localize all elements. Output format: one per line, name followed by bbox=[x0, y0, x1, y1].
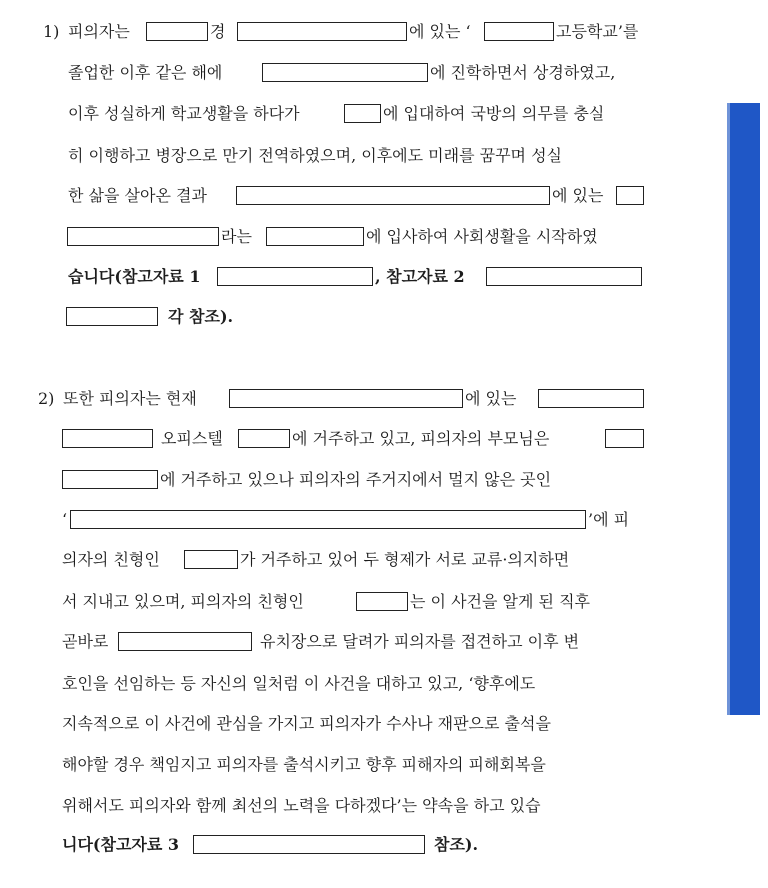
redacted-box bbox=[237, 22, 407, 41]
p2-text: 니다(참고자료 3 bbox=[62, 835, 180, 854]
redacted-box bbox=[356, 592, 408, 611]
redacted-box bbox=[217, 267, 373, 286]
p2-text: 는 이 사건을 알게 된 직후 bbox=[410, 592, 590, 611]
p1-text: 고등학교’를 bbox=[556, 22, 639, 41]
p2-text: ‘ bbox=[62, 510, 68, 529]
p1-text: 경 bbox=[210, 22, 226, 41]
p1-text: 에 입대하여 국방의 의무를 충실 bbox=[383, 104, 605, 123]
p1-text: 습니다(참고자료 1 bbox=[68, 267, 201, 286]
blue-tab-bar bbox=[730, 103, 760, 715]
p2-text: 호인을 선임하는 등 자신의 일처럼 이 사건을 대하고 있고, ‘향후에도 bbox=[62, 674, 536, 693]
redacted-box bbox=[605, 429, 644, 448]
redacted-box bbox=[486, 267, 642, 286]
p2-text: 서 지내고 있으며, 피의자의 친형인 bbox=[62, 592, 304, 611]
p2-text: 위해서도 피의자와 함께 최선의 노력을 다하겠다’는 약속을 하고 있습 bbox=[62, 796, 541, 815]
redacted-box bbox=[146, 22, 208, 41]
redacted-box bbox=[616, 186, 644, 205]
p1-text: 라는 bbox=[221, 227, 252, 246]
p2-text: 지속적으로 이 사건에 관심을 가지고 피의자가 수사나 재판으로 출석을 bbox=[62, 714, 551, 733]
redacted-box bbox=[62, 470, 158, 489]
redacted-box bbox=[67, 227, 219, 246]
redacted-box bbox=[70, 510, 586, 529]
redacted-box bbox=[238, 429, 290, 448]
redacted-box bbox=[229, 389, 463, 408]
redacted-box bbox=[538, 389, 644, 408]
redacted-box bbox=[344, 104, 381, 123]
p1-number: 1) bbox=[43, 22, 60, 41]
redacted-box bbox=[484, 22, 554, 41]
p2-text: 유치장으로 달려가 피의자를 접견하고 이후 변 bbox=[260, 632, 580, 651]
p1-text: 피의자는 bbox=[68, 22, 130, 41]
redacted-box bbox=[184, 550, 238, 569]
p1-text: 에 있는 bbox=[552, 186, 604, 205]
p1-text: 각 참조). bbox=[168, 307, 234, 326]
p2-text: 가 거주하고 있어 두 형제가 서로 교류·의지하면 bbox=[240, 550, 570, 569]
redacted-box bbox=[262, 63, 428, 82]
p1-text: 한 삶을 살아온 결과 bbox=[68, 186, 207, 205]
redacted-box bbox=[118, 632, 252, 651]
p2-text: 오피스텔 bbox=[161, 429, 223, 448]
p2-text: 곧바로 bbox=[62, 632, 109, 651]
p1-text: 이후 성실하게 학교생활을 하다가 bbox=[68, 104, 300, 123]
p1-text: 히 이행하고 병장으로 만기 전역하였으며, 이후에도 미래를 꿈꾸며 성실 bbox=[68, 146, 562, 165]
p2-number: 2) bbox=[38, 389, 55, 408]
p1-text: , 참고자료 2 bbox=[375, 267, 465, 286]
p2-text: ’에 피 bbox=[588, 510, 630, 529]
p2-text: 참조). bbox=[434, 835, 479, 854]
p2-text: 에 거주하고 있고, 피의자의 부모님은 bbox=[292, 429, 550, 448]
redacted-box bbox=[266, 227, 364, 246]
p1-text: 에 진학하면서 상경하였고, bbox=[430, 63, 616, 82]
redacted-box bbox=[193, 835, 425, 854]
p2-text: 에 거주하고 있으나 피의자의 주거지에서 멀지 않은 곳인 bbox=[160, 470, 552, 489]
redacted-box bbox=[66, 307, 158, 326]
p1-text: 졸업한 이후 같은 해에 bbox=[68, 63, 223, 82]
p2-text: 또한 피의자는 현재 bbox=[63, 389, 197, 408]
p2-text: 에 있는 bbox=[465, 389, 517, 408]
redacted-box bbox=[62, 429, 153, 448]
p2-text: 해야할 경우 책임지고 피의자를 출석시키고 향후 피해자의 피해회복을 bbox=[62, 755, 546, 774]
p1-text: 에 입사하여 사회생활을 시작하였 bbox=[366, 227, 598, 246]
redacted-box bbox=[236, 186, 550, 205]
p1-text: 에 있는 ‘ bbox=[409, 22, 471, 41]
p2-text: 의자의 친형인 bbox=[62, 550, 160, 569]
